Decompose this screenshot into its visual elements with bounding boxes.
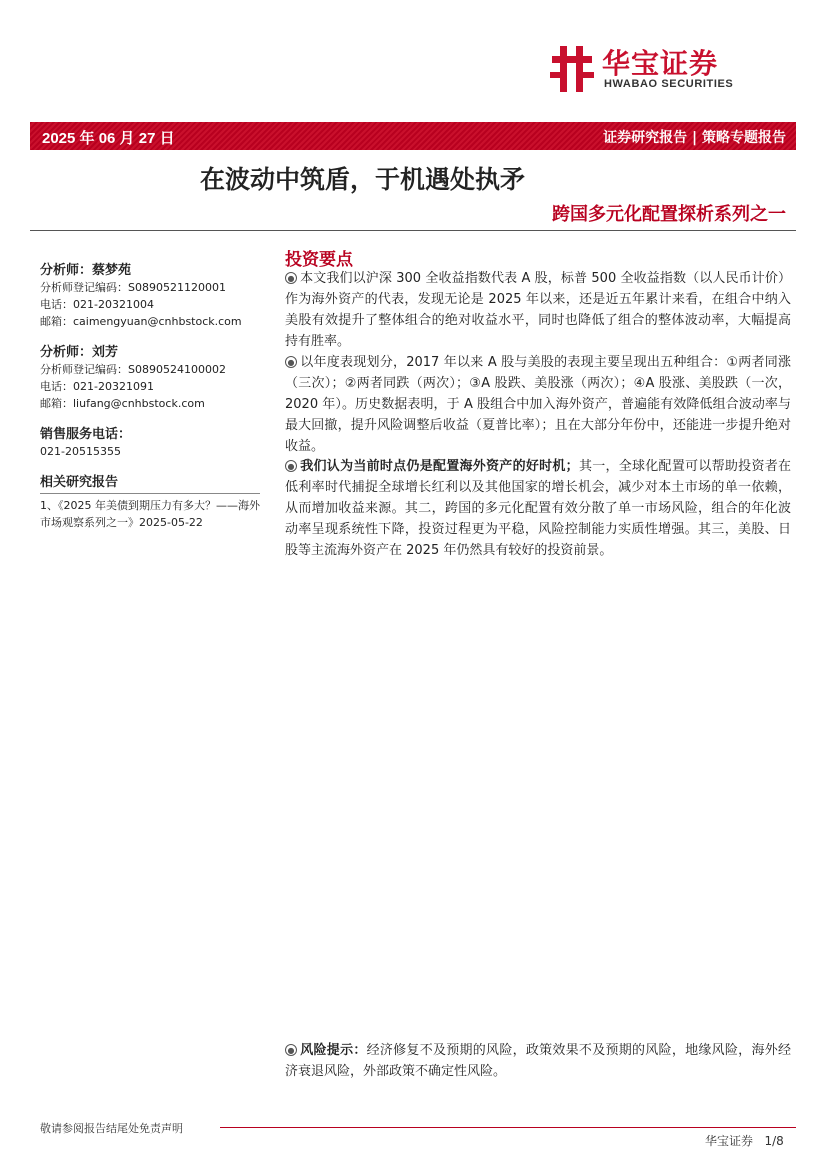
summary-p1-text: 本文我们以沪深 300 全收益指数代表 A 股，标普 500 全收益指数（以人民币计价）作为海外资产的代表，发现无论是 2025 年以来，还是近五年累计来看，在组合中纳入美股有效提升了整体组合的绝对收益水平，同时也降低了组合的整体波动率，大幅提高持有胜率。 xyxy=(285,271,791,349)
hwabao-logo-icon xyxy=(548,42,596,94)
risk-warning xyxy=(285,1040,791,1082)
analyst-1-email[interactable]: 邮箱：caimengyuan@cnhbstock.com xyxy=(40,315,242,328)
analyst-1-name: 分析师：蔡梦苑 xyxy=(40,263,132,278)
logo-text-cn: 华宝证券 xyxy=(602,47,719,80)
related-divider xyxy=(40,493,260,494)
sales-contact xyxy=(40,426,260,460)
footer-company: 华宝证券 xyxy=(705,1134,754,1148)
sales-phone: 021-20515355 xyxy=(40,445,121,458)
summary-p2-text: 以年度表现划分，2017 年以来 A 股与美股的表现主要呈现出五种组合：①两者同涨（三次）；②两者同跌（两次）；③A 股跌、美股涨（两次）；④A 股涨、美股跌（一次，2020 年）。历史数据表明，于 A 股组合中加入海外资产，普遍能有效降低组合波动率与最大回撤，提升风险调整后收益（夏普比率）；且在大部分年份中，还能进一步提升绝对收益。 xyxy=(285,355,791,454)
bullet-icon: ● xyxy=(285,356,297,368)
summary-p3-text: 其一，全球化配置可以帮助投资者在低利率时代捕捉全球增长红利以及其他国家的增长机会，减少对本土市场的单一依赖，从而增加收益来源。其二，跨国的多元化配置有效分散了单一市场风险，组合的年化波动率呈现系统性下降，投资过程更为平稳，风险控制能力实质性增强。其三，美股、日股等主流海外资产在 2025 年仍然具有较好的投资前景。 xyxy=(285,459,791,558)
company-logo xyxy=(548,40,780,96)
header-band xyxy=(30,122,796,150)
analyst-2-email[interactable]: 邮箱：liufang@cnhbstock.com xyxy=(40,397,205,410)
related-item[interactable]: 1、《2025 年美债到期压力有多大？——海外市场观察系列之一》2025-05-22 xyxy=(40,499,260,529)
summary-paragraph-2 xyxy=(285,352,791,457)
report-subtitle: 跨国多元化配置探析系列之一 xyxy=(552,204,786,225)
bullet-icon: ● xyxy=(285,272,297,284)
footer-page-info xyxy=(705,1132,784,1149)
risk-text: 经济修复不及预期的风险，政策效果不及预期的风险，地缘风险，海外经济衰退风险，外部政策不确定性风险。 xyxy=(285,1043,791,1079)
analyst-2 xyxy=(40,344,260,412)
risk-label: 风险提示： xyxy=(300,1043,367,1058)
summary-paragraph-1 xyxy=(285,268,791,352)
analyst-1-phone: 电话：021-20321004 xyxy=(40,298,154,311)
header-divider xyxy=(30,230,796,231)
analyst-1 xyxy=(40,262,260,330)
report-title: 在波动中筑盾，于机遇处执矛 xyxy=(200,165,526,194)
analyst-2-name: 分析师：刘芳 xyxy=(40,345,119,360)
related-heading-text: 相关研究报告 xyxy=(40,475,119,490)
report-type: 证券研究报告 | 策略专题报告 xyxy=(603,130,786,146)
related-heading xyxy=(40,474,260,491)
summary-p3-bold: 我们认为当前时点仍是配置海外资产的好时机； xyxy=(300,459,579,474)
summary-paragraph-3 xyxy=(285,456,791,561)
report-date: 2025 年 06 月 27 日 xyxy=(42,130,175,147)
analyst-1-reg: 分析师登记编码：S0890521120001 xyxy=(40,281,226,294)
footer-divider xyxy=(220,1127,796,1128)
footer-disclaimer: 敬请参阅报告结尾处免责声明 xyxy=(40,1122,183,1135)
analyst-2-reg: 分析师登记编码：S0890524100002 xyxy=(40,363,226,376)
sales-label: 销售服务电话： xyxy=(40,427,132,442)
bullet-icon: ● xyxy=(285,1044,297,1056)
analyst-2-phone: 电话：021-20321091 xyxy=(40,380,154,393)
page-number: 1/8 xyxy=(764,1134,784,1148)
bullet-icon: ● xyxy=(285,460,297,472)
summary-heading: 投资要点 xyxy=(285,250,353,270)
logo-text-en: HWABAO SECURITIES xyxy=(604,78,734,90)
